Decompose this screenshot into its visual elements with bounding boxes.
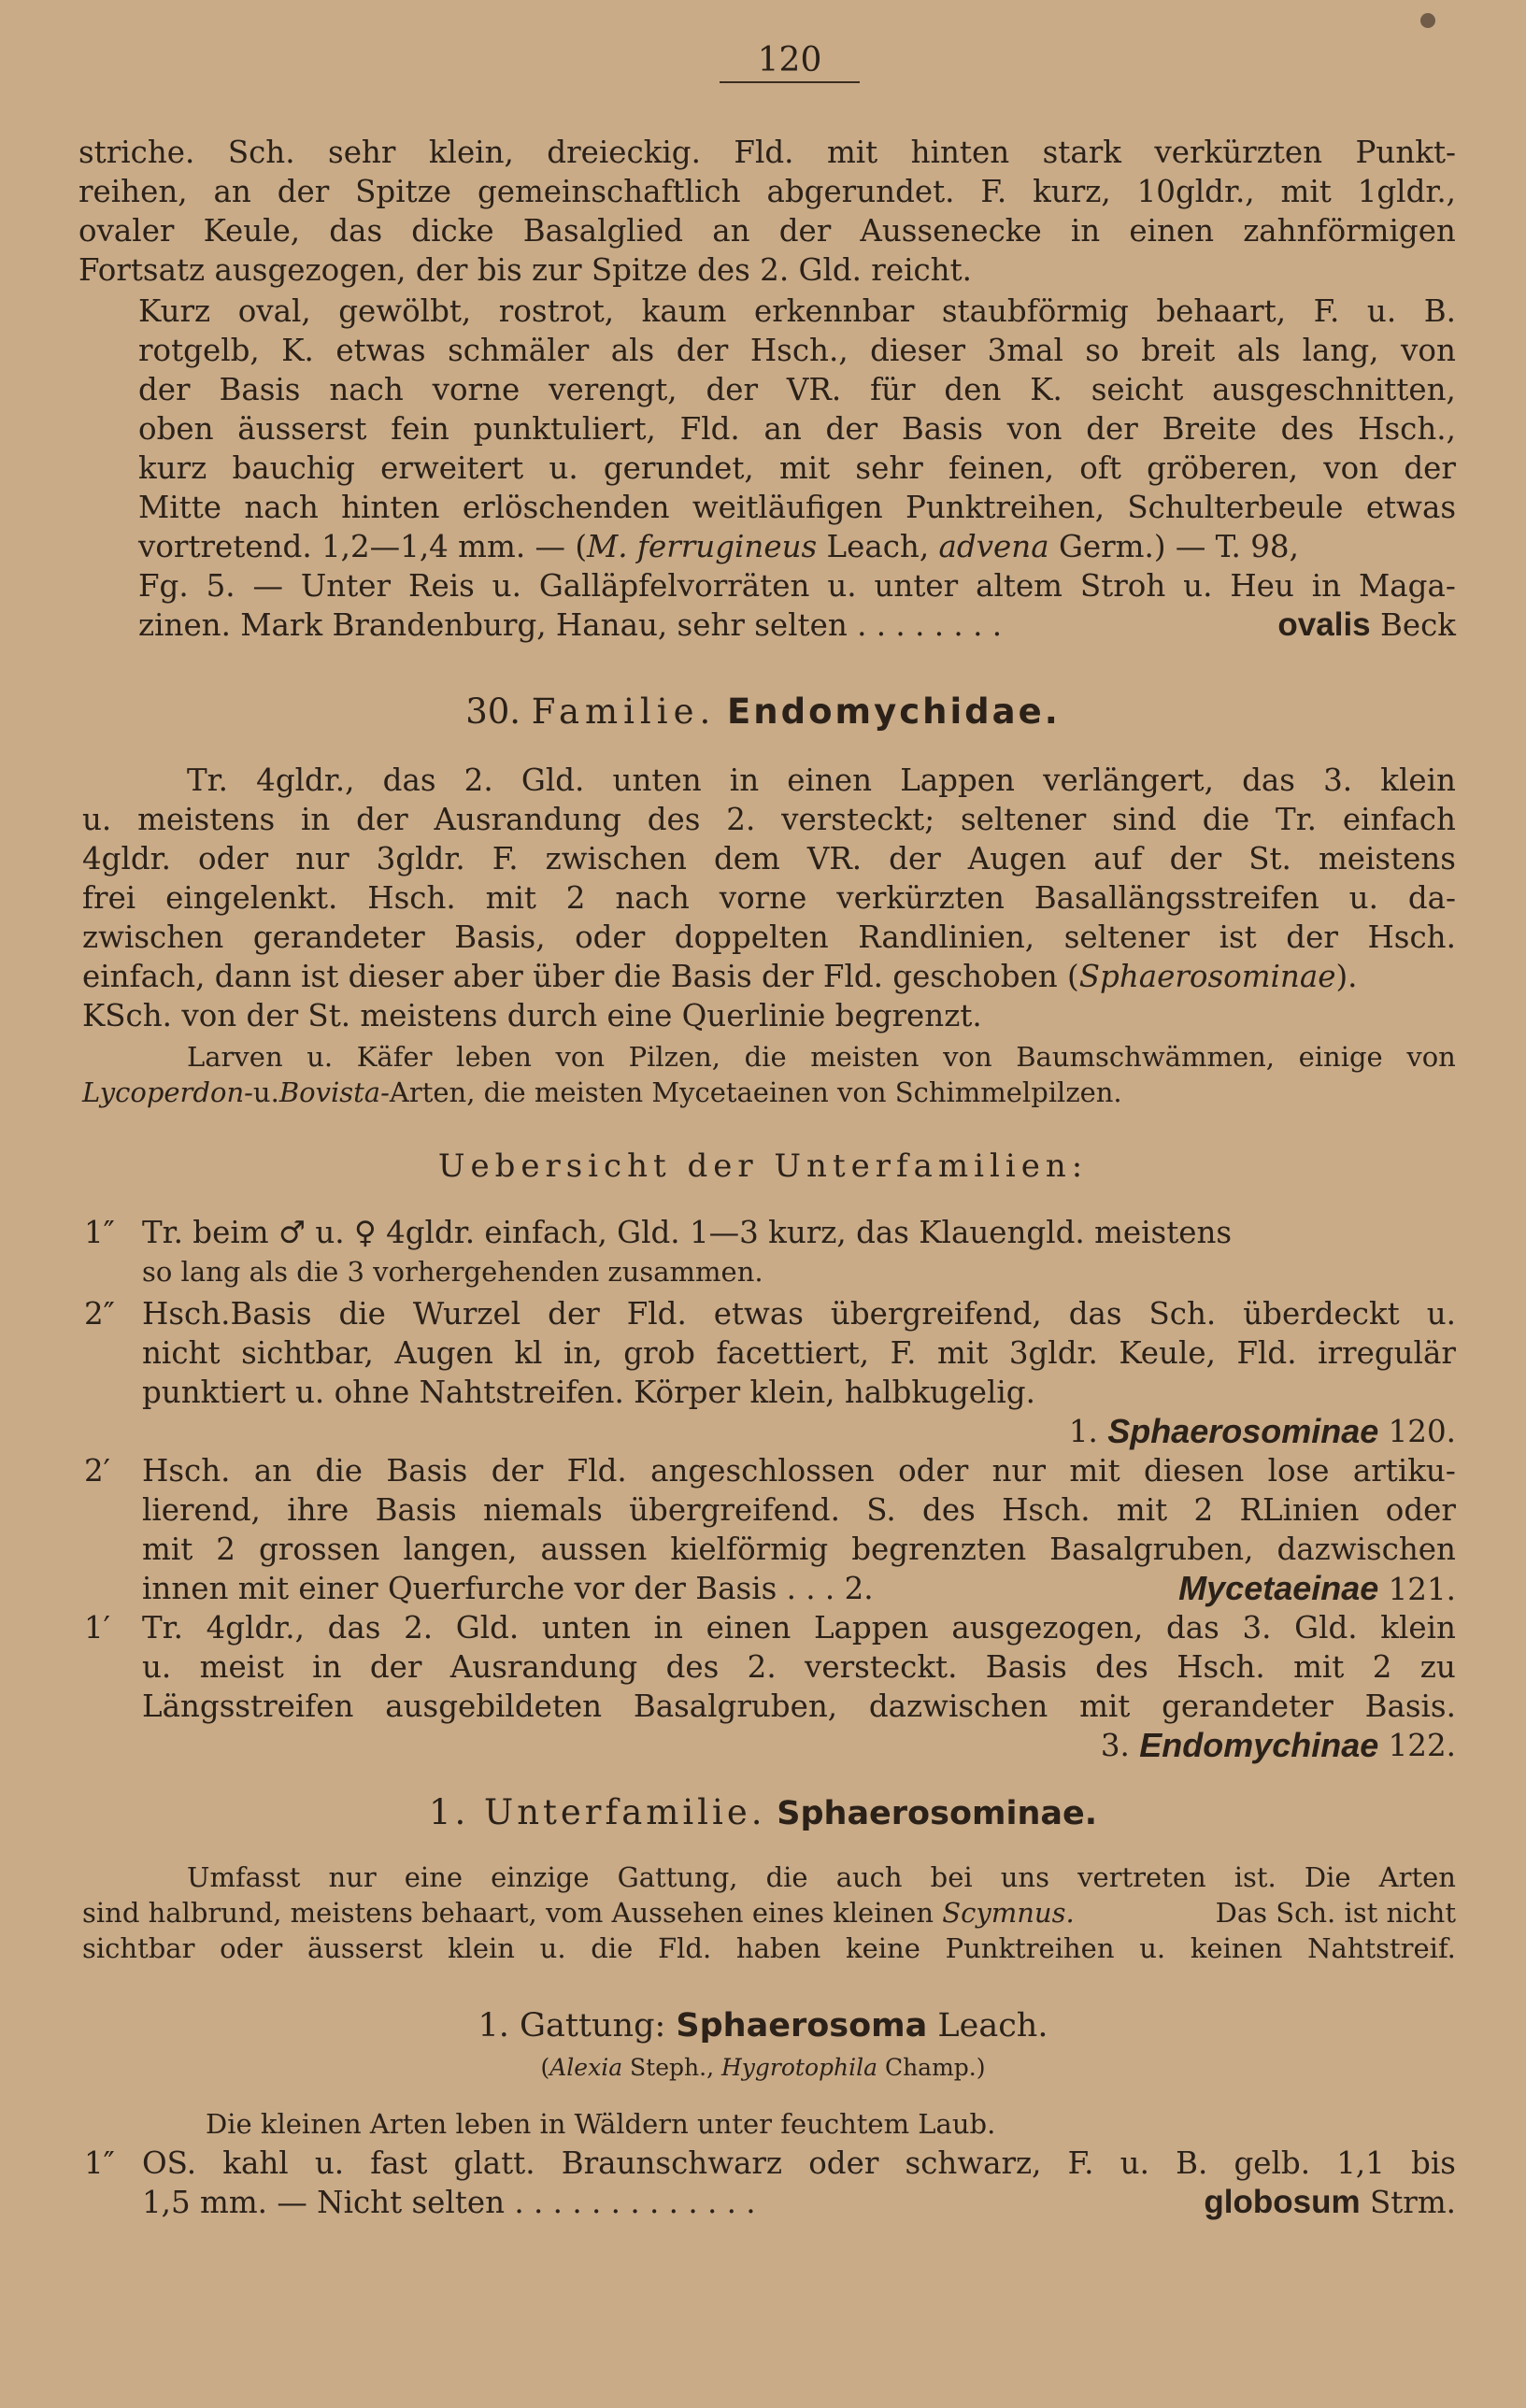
synonym-name: advena [938, 529, 1049, 564]
key-result [142, 1412, 1456, 1451]
male-symbol: ♂ [278, 1215, 307, 1250]
text-line: Hsch.Basis die Wurzel der Fld. etwas übergreifend, das Sch. überdeckt u. [142, 1296, 1456, 1332]
result-page: 122. [1388, 1728, 1456, 1763]
result-page: 121. [1388, 1572, 1456, 1607]
text-segment: Steph., [622, 2054, 721, 2081]
text-line [138, 606, 1456, 645]
text-line: Mitte nach hinten erlöschenden weitläufigen Punktreihen, Schulterbeule etwas [138, 490, 1456, 525]
text-segment: 4gldr. einfach, Gld. 1—3 kurz, das Klauengld. meistens [376, 1215, 1233, 1250]
subfamily-ref: Sphaerosominae [1078, 959, 1336, 994]
text-line: 4gldr. oder nur 3gldr. F. zwischen dem VR. der Augen auf der St. meistens [82, 841, 1456, 876]
synonym-name: M. ferrugineus [587, 529, 818, 564]
text-segment: einfach, dann ist dieser aber über die Basis der Fld. geschoben ( [82, 959, 1079, 994]
genus-ref: Scymnus. [942, 1897, 1075, 1929]
text-line: Umfasst nur eine einzige Gattung, die auch bei uns vertreten ist. Die Arten [187, 1861, 1456, 1893]
key-number: 2′ [84, 1453, 111, 1489]
text-line: Kurz oval, gewölbt, rostrot, kaum erkennbar staubförmig behaart, F. u. B. [138, 293, 1456, 329]
text-line: Fortsatz ausgezogen, der bis zur Spitze des 2. Gld. reicht. [78, 252, 972, 288]
genus-synonyms [0, 2052, 1526, 2084]
subfamily-label: 1. Unterfamilie. [428, 1792, 766, 1832]
family-heading [0, 691, 1526, 732]
text-line: der Basis nach vorne verengt, der VR. für den K. seicht ausgeschnitten, [138, 372, 1456, 407]
family-number: 30. [465, 691, 521, 732]
key-heading-text: Uebersicht der Unterfamilien: [437, 1147, 1089, 1185]
genus-label: 1. Gattung: [478, 2007, 666, 2045]
text-segment: zinen. Mark Brandenburg, Hanau, sehr selten . . . . . . . . [138, 607, 1003, 643]
text-line [138, 527, 1456, 566]
text-line: Tr. 4gldr., das 2. Gld. unten in einen Lappen verlängert, das 3. klein [187, 762, 1456, 798]
text-line: striche. Sch. sehr klein, dreieckig. Fld. mit hinten stark verkürzten Punkt- [78, 135, 1456, 170]
text-segment: Leach, [817, 529, 939, 564]
text-line: Fg. 5. — Unter Reis u. Galläpfelvorräten u. unter altem Stroh u. Heu in Maga- [138, 568, 1456, 604]
text-segment: sind halbrund, meistens behaart, vom Aussehen eines kleinen [82, 1897, 943, 1929]
text-line: Längsstreifen ausgebildeten Basalgruben, dazwischen mit gerandeter Basis. [142, 1688, 1456, 1724]
family-description [82, 761, 1456, 1035]
text-segment: Champ.) [877, 2054, 986, 2081]
text-line: ovaler Keule, das dicke Basalglied an der Aussenecke in einen zahnförmigen [78, 213, 1456, 249]
text-line: Die kleinen Arten leben in Wäldern unter feuchtem Laub. [206, 2108, 996, 2140]
text-line: mit 2 grossen langen, aussen kielförmig begrenzten Basalgruben, dazwischen [142, 1532, 1456, 1567]
genus-ref: Lycoperdon- [82, 1076, 253, 1108]
text-line: OS. kahl u. fast glatt. Braunschwarz oder schwarz, F. u. B. gelb. 1,1 bis [142, 2145, 1456, 2181]
result-subfamily: Endomychinae [1139, 1726, 1379, 1764]
result-number: 3. [1100, 1728, 1130, 1763]
text-line: zwischen gerandeter Basis, oder doppelten Randlinien, seltener ist der Hsch. [82, 919, 1456, 955]
text-line: lierend, ihre Basis niemals übergreifend. S. des Hsch. mit 2 RLinien oder [142, 1492, 1456, 1528]
subfamily-heading [0, 1792, 1526, 1832]
text-line: punktiert u. ohne Nahtstreifen. Körper klein, halbkugelig. [142, 1375, 1035, 1410]
text-segment: vortretend. 1,2—1,4 mm. — ( [138, 529, 587, 564]
ovalis-description [138, 292, 1456, 645]
result-subfamily: Mycetaeinae [1178, 1569, 1379, 1607]
key-entry-1 [142, 1213, 1456, 1291]
genus-heading [0, 2007, 1526, 2045]
genus-name: Sphaerosoma [676, 2007, 928, 2045]
key-entry-3 [142, 1451, 1456, 1609]
text-line: KSch. von der St. meistens durch eine Querlinie begrenzt. [82, 998, 982, 1033]
species-name: globosum [1204, 2184, 1361, 2220]
key-heading [0, 1147, 1526, 1185]
species-author: Beck [1379, 607, 1456, 643]
genus-ref: Bovista- [278, 1076, 390, 1108]
subfamily-description [82, 1859, 1456, 1966]
genus-author: Leach. [937, 2007, 1048, 2045]
key-number: 1″ [84, 2145, 115, 2181]
text-line [142, 1213, 1456, 1252]
text-line: kurz bauchig erweitert u. gerundet, mit sehr feinen, oft gröberen, von der [138, 450, 1456, 486]
result-subfamily: Sphaerosominae [1107, 1412, 1379, 1450]
text-line: u. meistens in der Ausrandung des 2. versteckt; seltener sind die Tr. einfach [82, 802, 1456, 837]
text-line: Tr. 4gldr., das 2. Gld. unten in einen Lappen ausgezogen, das 3. Gld. klein [142, 1610, 1456, 1646]
text-segment: Arten, die meisten Mycetaeinen von Schimmelpilzen. [389, 1076, 1122, 1108]
ink-spot [1420, 13, 1435, 28]
text-line: oben äusserst fein punktuliert, Fld. an der Basis von der Breite des Hsch., [138, 411, 1456, 447]
key-result [142, 1726, 1456, 1765]
text-line: reihen, an der Spitze gemeinschaftlich abgerundet. F. kurz, 10gldr., mit 1gldr., [78, 174, 1456, 209]
text-line [82, 957, 1456, 996]
text-line: Larven u. Käfer leben von Pilzen, die meisten von Baumschwämmen, einige von [187, 1041, 1456, 1073]
text-line: frei eingelenkt. Hsch. mit 2 nach vorne verkürzten Basallängsstreifen u. da- [82, 880, 1456, 916]
text-segment: ( [540, 2054, 550, 2081]
result-page: 120. [1388, 1414, 1456, 1449]
intro-paragraph [78, 133, 1456, 290]
page-number: 120 [720, 41, 860, 83]
text-line: nicht sichtbar, Augen kl in, grob facettiert, F. mit 3gldr. Keule, Fld. irregulär [142, 1335, 1456, 1371]
text-line [142, 2183, 1456, 2222]
text-segment: 1,5 mm. — Nicht selten . . . . . . . . . . . . . [142, 2185, 756, 2220]
result-number: 1. [1068, 1414, 1098, 1449]
female-symbol: ♀ [353, 1215, 377, 1250]
larvae-note [82, 1039, 1456, 1110]
text-line [142, 1569, 1456, 1609]
genus-habitat [206, 2106, 1458, 2142]
text-segment: u. [252, 1076, 279, 1108]
key-entry-4 [142, 1608, 1456, 1765]
family-label: Familie. [531, 691, 717, 732]
species-author: Strm. [1369, 2185, 1456, 2220]
text-segment: Tr. beim [142, 1215, 278, 1250]
synonym-name: Hygrotophila [720, 2054, 877, 2081]
text-segment: innen mit einer Querfurche vor der Basis . . . 2. [142, 1571, 874, 1606]
text-line: u. meist in der Ausrandung des 2. versteckt. Basis des Hsch. mit 2 zu [142, 1649, 1456, 1685]
family-name: Endomychidae. [727, 691, 1061, 732]
subfamily-name: Sphaerosominae. [777, 1795, 1098, 1832]
key-number: 1′ [84, 1610, 111, 1646]
text-segment: u. [306, 1215, 354, 1250]
text-segment: Germ.) — T. 98, [1048, 529, 1299, 564]
globosum-entry [142, 2144, 1456, 2222]
text-line: sichtbar oder äusserst klein u. die Fld. haben keine Punktreihen u. keinen Nahtstreif. [82, 1932, 1456, 1964]
key-entry-2 [142, 1294, 1456, 1451]
text-segment: ). [1335, 959, 1358, 994]
synonym-name: Alexia [549, 2054, 623, 2081]
text-line [82, 1075, 1456, 1110]
text-line: rotgelb, K. etwas schmäler als der Hsch., dieser 3mal so breit als lang, von [138, 333, 1456, 368]
key-number: 2″ [84, 1296, 115, 1332]
species-name: ovalis [1277, 606, 1371, 643]
text-line [82, 1895, 1456, 1931]
text-segment: Das Sch. ist nicht [1215, 1897, 1456, 1929]
key-number: 1″ [84, 1215, 115, 1250]
text-line: so lang als die 3 vorhergehenden zusammen. [142, 1256, 763, 1288]
text-line: Hsch. an die Basis der Fld. angeschlossen oder nur mit diesen lose artiku- [142, 1453, 1456, 1489]
